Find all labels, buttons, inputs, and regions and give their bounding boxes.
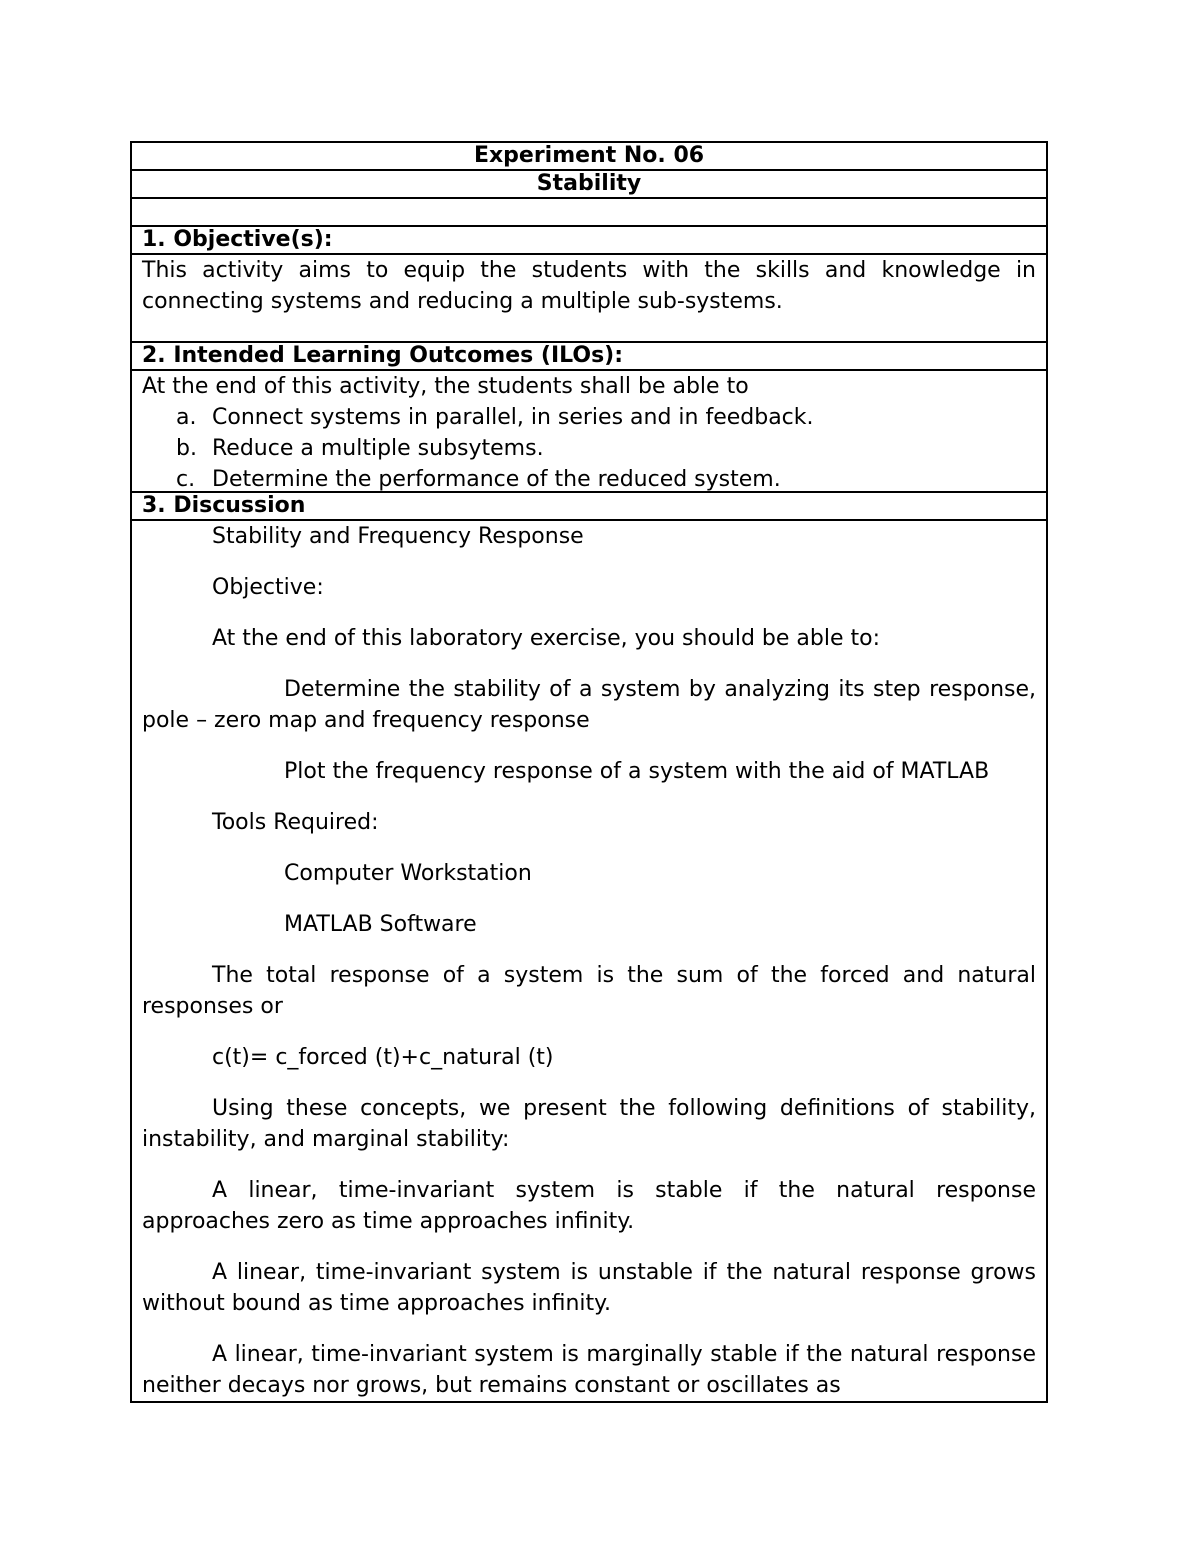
objectives-text: This activity aims to equip the students with the skills and knowledge in connecting systems and reducing a multiple sub-systems. <box>132 255 1046 343</box>
list-marker: c. <box>176 467 196 492</box>
paragraph: A linear, time-invariant system is unstable if the natural response grows without bound as time approaches infinity. <box>142 1260 1036 1316</box>
list-item <box>142 433 1036 464</box>
tool-item: Computer Workstation <box>284 861 532 886</box>
discussion-objective-label: Objective: <box>212 575 324 600</box>
ilo-heading: 2. Intended Learning Outcomes (ILOs): <box>132 343 1046 371</box>
discussion-body <box>132 521 1046 1401</box>
objectives-heading: 1. Objective(s): <box>132 227 1046 255</box>
empty-row <box>132 199 1046 227</box>
paragraph: A linear, time-invariant system is stable if the natural response approaches zero as time approaches infinity. <box>142 1178 1036 1234</box>
ilo-list <box>142 402 1036 495</box>
tools-label: Tools Required: <box>212 810 379 835</box>
discussion-objective-1: Determine the stability of a system by analyzing its step response, pole – zero map and frequency response <box>142 677 1036 733</box>
equation: c(t)= c_forced (t)+c_natural (t) <box>212 1045 554 1070</box>
list-item-text: Reduce a multiple subsytems. <box>212 436 544 461</box>
list-marker: a. <box>176 405 197 430</box>
list-item-text: Connect systems in parallel, in series and in feedback. <box>212 405 814 430</box>
paragraph: Using these concepts, we present the following definitions of stability, instability, and marginal stability: <box>142 1096 1036 1152</box>
list-item <box>142 402 1036 433</box>
discussion-heading: 3. Discussion <box>132 493 1046 521</box>
discussion-objective-2: Plot the frequency response of a system with the aid of MATLAB <box>284 759 990 784</box>
paragraph: A linear, time-invariant system is marginally stable if the natural response neither decays nor grows, but remains constant or oscillates as <box>142 1342 1036 1398</box>
discussion-objective-intro: At the end of this laboratory exercise, you should be able to: <box>212 626 880 651</box>
tool-item: MATLAB Software <box>284 912 477 937</box>
experiment-title: Stability <box>132 171 1046 199</box>
experiment-number: Experiment No. 06 <box>132 143 1046 171</box>
ilo-body <box>132 371 1046 493</box>
paragraph: The total response of a system is the sum of the forced and natural responses or <box>142 963 1036 1019</box>
ilo-intro: At the end of this activity, the students shall be able to <box>142 374 749 399</box>
experiment-table <box>130 141 1048 1403</box>
list-item-text: Determine the performance of the reduced system. <box>212 467 781 492</box>
discussion-subtitle: Stability and Frequency Response <box>212 524 584 549</box>
list-marker: b. <box>176 436 197 461</box>
list-item <box>142 464 1036 495</box>
